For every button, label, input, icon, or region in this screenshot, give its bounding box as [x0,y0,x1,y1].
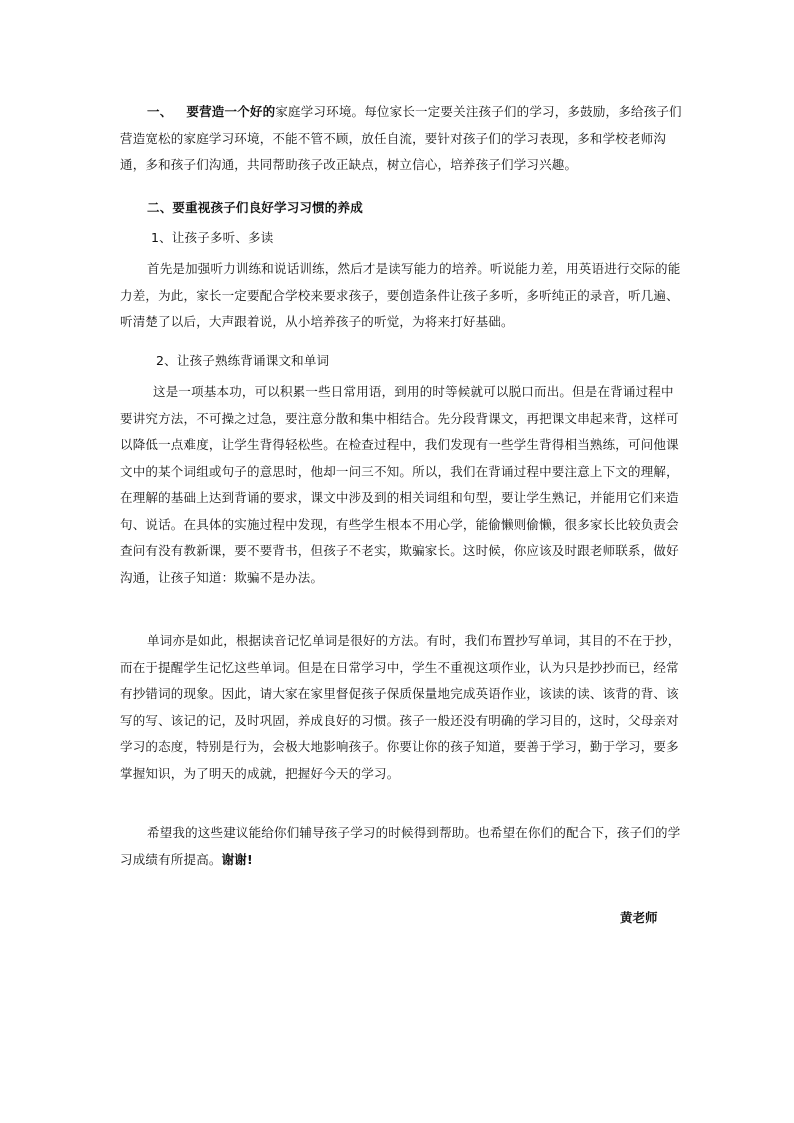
vocabulary-paragraph: 单词亦是如此，根据读音记忆单词是很好的方法。有时，我们布置抄写单词，其目的不在于抄，而在于提醒学生记忆这些单词。但是在日常学习中，学生不重视这项作业，认为只是抄抄而已，经常有抄错词的现象。因此，请大家在家里督促孩子保质保量地完成英语作业，该读的读、该背的背、该写的写、该记的记，及时巩固，养成良好的习惯。孩子一般还没有明确的学习目的，这时，父母亲对学习的态度，特别是行为，会极大地影响孩子。你要让你的孩子知道，要善于学习，勤于学习，要多掌握知识，为了明天的成就，把握好今天的学习。 [120,633,681,781]
section-1-text: 家庭学习环境。每位家长一定要关注孩子们的学习，多鼓励，多给孩子们营造宽松的家庭学习环境，不能不管不顾，放任自流，要针对孩子们的学习表现，多和学校老师沟通，多和孩子们沟通，共同帮助孩子改正缺点，树立信心，培养孩子们学习兴趣。 [120,104,682,172]
item-1-paragraph: 首先是加强听力训练和说话训练，然后才是读写能力的培养。听说能力差，用英语进行交际的能力差，为此，家长一定要配合学校来要求孩子，要创造条件让孩子多听，多听纯正的录音，听几遍、听清楚了以后，大声跟着说，从小培养孩子的听觉，为将来打好基础。 [120,261,681,329]
item-2-title: 2、让孩子熟练背诵课文和单词 [156,353,330,368]
section-1-number: 一、 [147,104,173,119]
closing-paragraph [120,820,685,873]
section-1-lead: 要营造一个好的 [186,104,276,119]
section-2-heading: 二、要重视孩子们良好学习习惯的养成 [147,200,363,215]
signature: 黄老师 [620,910,658,925]
item-1-title: 1、让孩子多听、多读 [151,230,274,245]
item-2-paragraph: 这是一项基本功，可以积累一些日常用语，到用的时等候就可以脱口而出。但是在背诵过程中要讲究方法，不可操之过急，要注意分散和集中相结合。先分段背课文，再把课文串起来背，这样可以降低一点难度，让学生背得轻松些。在检查过程中，我们发现有一些学生背得相当熟练，可问他课文中的某个词组或句子的意思时，他却一问三不知。所以，我们在背诵过程中要注意上下文的理解，在理解的基础上达到背诵的要求，课文中涉及到的相关词组和句型，要让学生熟记，并能用它们来造句、说话。在具体的实施过程中发现，有些学生根本不用心学，能偷懒则偷懒，很多家长比较负责会查问有没有教新课，要不要背书，但孩子不老实，欺骗家长。这时候，你应该及时跟老师联系，做好沟通，让孩子知道：欺骗不是办法。 [120,384,679,585]
closing-thanks: 谢谢! [221,851,253,867]
section-1-paragraph [120,99,685,179]
closing-text: 希望我的这些建议能给你们辅导孩子学习的时候得到帮助。也希望在你们的配合下，孩子们的学习成绩有所提高。 [120,825,681,867]
